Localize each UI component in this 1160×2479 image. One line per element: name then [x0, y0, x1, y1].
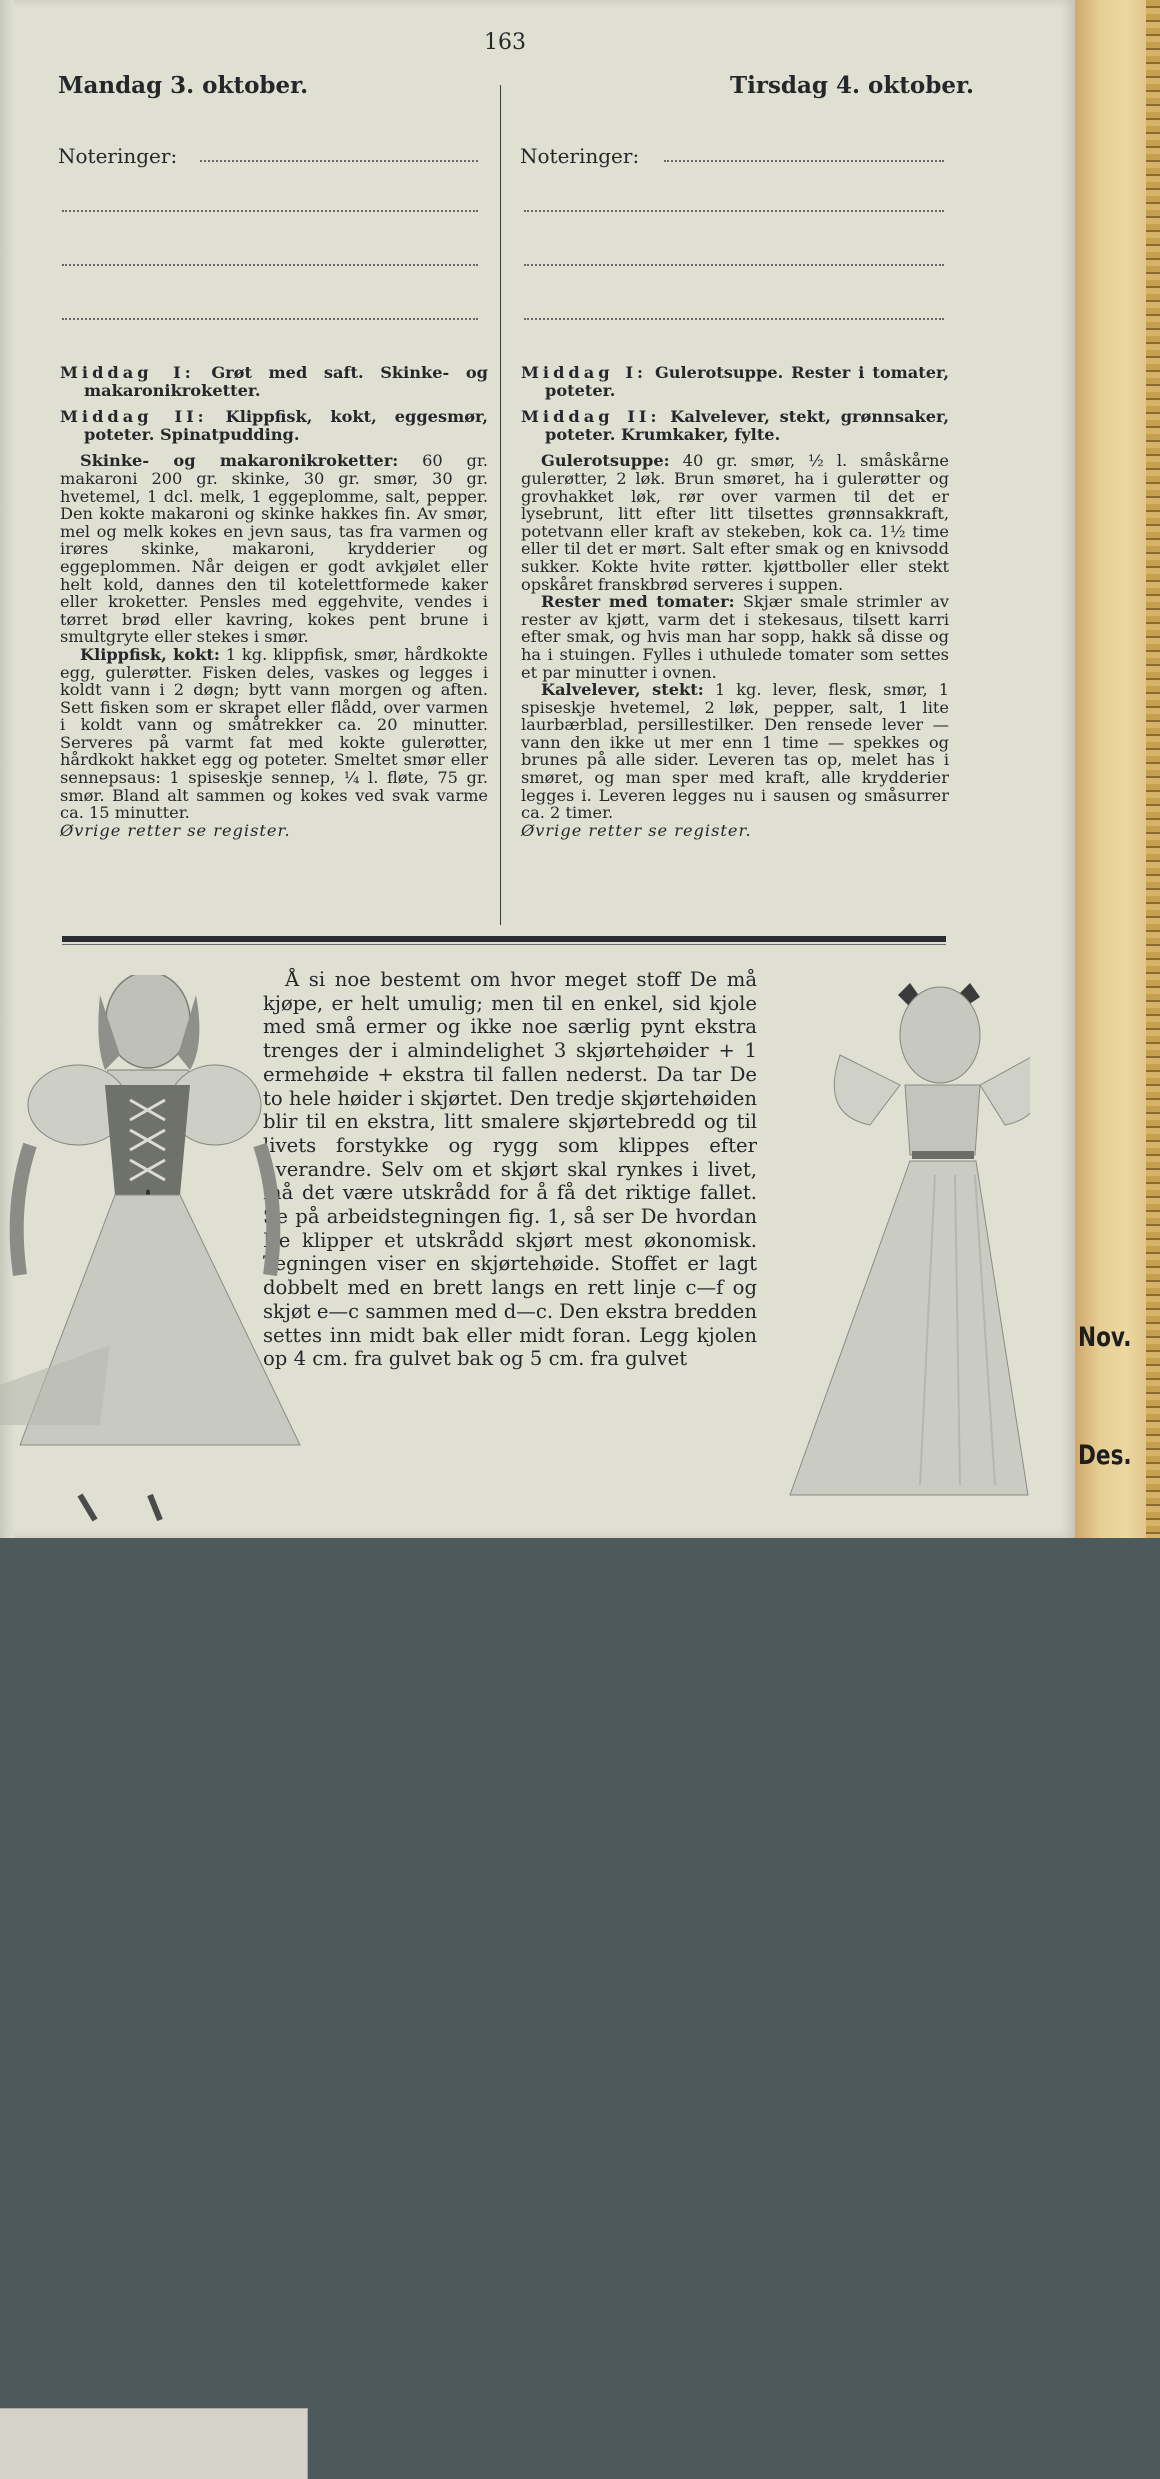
recipes-column-monday — [60, 364, 488, 839]
dress-illustration-left — [0, 975, 310, 1535]
recipe-text: 60 gr. makaroni 200 gr. skinke, 30 gr. smør, 30 gr. hvetemel, 1 dcl. melk, 1 eggeplomme, salt, pepper. Den kokte makaroni og skinke hakkes fin. Av smør, mel og melk kokes en jevn saus, tas fra varmen og irøres skinke, makaroni, krydderier og eggeplommen. Når deigen er godt avkjølet eller helt kold, dannes den til kotelettformede kaker eller kroketter. Pensles med eggehvite, vendes i tørret brød eller kavring, kokes pent brune i smultgryte eller stekes i smør. — [60, 451, 489, 647]
recipe — [521, 681, 949, 822]
tab-strip-edge — [1146, 0, 1160, 1538]
recipe — [521, 452, 949, 593]
caption-box — [0, 2408, 308, 2479]
recipe-name: Rester med tomater: — [541, 592, 735, 612]
menu-label: Middag II: — [60, 407, 208, 427]
menu-text: Gulerotsuppe. Rester i tomater, poteter. — [545, 363, 949, 400]
menu-1 — [521, 364, 949, 399]
sewing-article — [263, 968, 757, 1371]
index-tab-strip — [1075, 0, 1160, 1538]
register-note: Øvrige retter se register. — [60, 820, 291, 840]
notes-label: Noteringer: — [58, 144, 178, 168]
register-note: Øvrige retter se register. — [521, 820, 752, 840]
puff-sleeve-dress-illustration — [780, 975, 1030, 1535]
notes-section-tuesday — [520, 144, 950, 168]
laced-dress-illustration — [0, 975, 310, 1535]
notes-line — [524, 210, 944, 212]
menu-label: Middag II: — [521, 407, 661, 427]
notes-label: Noteringer: — [520, 144, 640, 168]
menu-2 — [60, 408, 488, 443]
notes-line — [664, 160, 944, 162]
recipe — [60, 452, 488, 646]
menu-text: Klippfisk, kokt, eggesmør, poteter. Spinatpudding. — [84, 407, 488, 444]
recipe — [521, 593, 949, 681]
menu-text: Grøt med saft. Skinke- og makaronikroketter. — [84, 363, 488, 400]
notes-line — [524, 264, 944, 266]
recipe-name: Kalvelever, stekt: — [541, 680, 704, 700]
menu-text: Kalvelever, stekt, grønnsaker, poteter. Krumkaker, fylte. — [545, 407, 949, 444]
notes-line — [200, 160, 478, 162]
date-heading-monday: Mandag 3. oktober. — [58, 72, 309, 99]
dress-illustration-right — [780, 975, 1030, 1535]
tab-des[interactable]: Des. — [1078, 1440, 1132, 1471]
menu-label: Middag I: — [521, 363, 647, 382]
date-heading-tuesday: Tirsdag 4. oktober. — [730, 72, 974, 99]
recipe-text: Skjær smale strimler av rester av kjøtt, varm det i stekesaus, tilsett karri efter smak, og hvis man har sopp, hakk så disse og ha i stuingen. Fylles i uthulede tomater som settes et par minutter i ovnen. — [521, 592, 949, 682]
notes-line — [62, 264, 478, 266]
tab-nov[interactable]: Nov. — [1078, 1322, 1132, 1353]
recipe-text: 40 gr. smør, ½ l. småskårne gulerøtter, 2 løk. Brun smøret, ha i gulerøtter og grovhakket løk, rør over varmen til det er lysebrunt, litt efter litt tilsettes grønnsakkraft, potetvann eller kraft av stekeben, kok ca. 1½ time eller til det er mørt. Salt efter smak og en knivsodd sukker. Kokte hvite røtter. kjøttboller eller stekt opskåret franskbrød serveres i suppen. — [521, 451, 949, 594]
article-text: Å si noe bestemt om hvor meget stoff De må kjøpe, er helt umulig; men til en enkel, sid kjole med små ermer og ikke noe særlig pynt ekstra trenges der i almindelighet 3 skjørtehøider + 1 ermehøide + ekstra til fallen nederst. Da tar De to hele høider i skjørtet. Den tredje skjørtehøiden blir til en ekstra, litt smalere skjørtebredd og til livets forstykke og rygg som klippes efter hverandre. Selv om et skjørt skal rynkes i livet, må det være utskrådd for å få det riktige fallet. Se på arbeidstegningen fig. 1, så ser De hvordan De klipper et utskrådd skjørt mest økonomisk. Tegningen viser en skjørtehøide. Stoffet er lagt dobbelt med en brett langs en rett linje c—f og skjøt e—c sammen med d—c. Den ekstra bredden settes inn midt bak eller midt foran. Legg kjolen op 4 cm. fra gulvet bak og 5 cm. fra gulvet — [263, 968, 757, 1371]
recipe-name: Gulerotsuppe: — [541, 451, 670, 471]
notes-line — [524, 318, 944, 320]
menu-2 — [521, 408, 949, 443]
notes-line — [62, 318, 478, 320]
page-number: 163 — [484, 30, 526, 55]
section-divider-thin — [62, 944, 946, 945]
menu-1 — [60, 364, 488, 399]
recipe — [60, 646, 488, 822]
recipe-text: 1 kg. klippfisk, smør, hårdkokte egg, gulerøtter. Fisken deles, vaskes og legges i koldt vann i 2 døgn; bytt vann morgen og aften. Sett fisken som er skrapet eller flådd, over varmen i koldt vann og småtrekker ca. 20 minutter. Serveres på varmt fat med kokte gulerøtter, hårdkokt hakket egg og poteter. Smeltet smør eller sennepsaus: 1 spiseskje sennep, ¼ l. fløte, 75 gr. smør. Bland alt sammen og kokes ved svak varme ca. 15 minutter. — [60, 644, 488, 823]
column-divider — [500, 85, 501, 925]
section-divider — [62, 936, 946, 942]
recipes-column-tuesday — [521, 364, 949, 839]
recipe-text: 1 kg. lever, flesk, smør, 1 spiseskje hvetemel, 2 løk, pepper, salt, 1 lite laurbærblad, persillestilker. Den rensede lever — vann den ikke ut mer enn 1 time — spekkes og brunes på alle sider. Leveren tas op, melet has i smøret, og man sper med kraft, alle krydderier legges i. Leveren legges nu i sausen og småsurrer ca. 2 timer. — [521, 680, 949, 823]
notes-section-monday — [58, 144, 488, 168]
recipe-name: Klippfisk, kokt: — [80, 644, 220, 664]
recipe-name: Skinke- og makaronikroketter: — [80, 451, 399, 471]
notes-line — [62, 210, 478, 212]
menu-label: Middag I: — [60, 363, 195, 382]
